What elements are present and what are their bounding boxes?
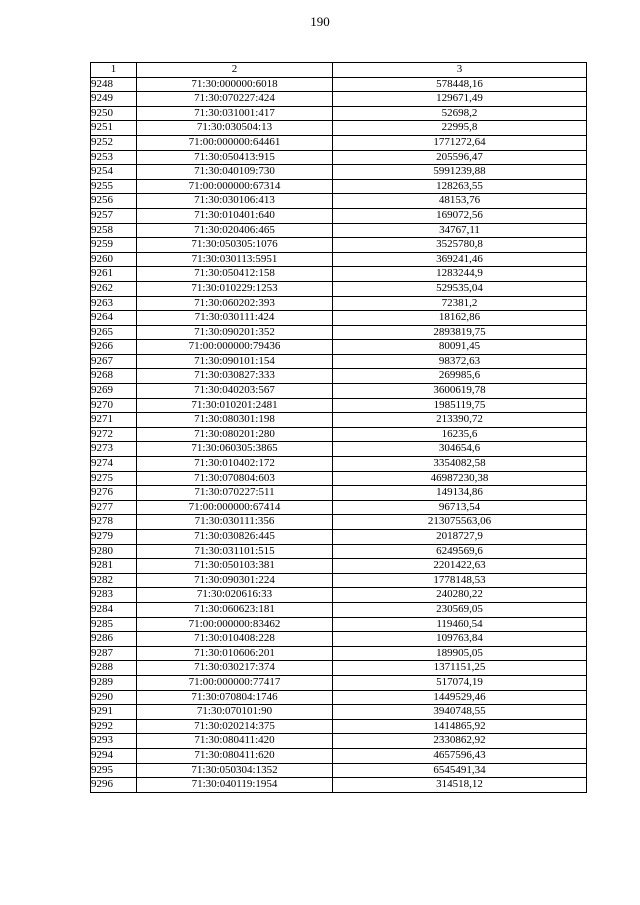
row-number-cell: 9283: [91, 588, 137, 603]
cadastral-number-cell: 71:30:030106:413: [137, 194, 333, 209]
cadastral-number-cell: 71:30:040109:730: [137, 165, 333, 180]
row-number-cell: 9296: [91, 778, 137, 793]
cadastral-value-cell: 98372,63: [333, 354, 587, 369]
cadastral-value-cell: 169072,56: [333, 208, 587, 223]
cadastral-value-cell: 189905,05: [333, 646, 587, 661]
table-row: [91, 238, 587, 253]
table-row: [91, 457, 587, 472]
row-number-cell: 9277: [91, 500, 137, 515]
cadastral-number-cell: 71:30:010606:201: [137, 646, 333, 661]
row-number-cell: 9249: [91, 92, 137, 107]
table-row: [91, 705, 587, 720]
row-number-cell: 9274: [91, 457, 137, 472]
cadastral-number-cell: 71:00:000000:79436: [137, 340, 333, 355]
table-row: [91, 632, 587, 647]
table-row: [91, 194, 587, 209]
cadastral-number-cell: 71:30:070101:90: [137, 705, 333, 720]
cadastral-value-cell: 3354082,58: [333, 457, 587, 472]
row-number-cell: 9280: [91, 544, 137, 559]
cadastral-number-cell: 71:30:080301:198: [137, 413, 333, 428]
row-number-cell: 9256: [91, 194, 137, 209]
table-header-row: [91, 63, 587, 78]
table-row: [91, 690, 587, 705]
cadastral-value-cell: 205596,47: [333, 150, 587, 165]
cadastral-value-table: [90, 62, 587, 793]
row-number-cell: 9259: [91, 238, 137, 253]
table-row: [91, 340, 587, 355]
cadastral-number-cell: 71:30:010402:172: [137, 457, 333, 472]
cadastral-number-cell: 71:30:030827:333: [137, 369, 333, 384]
cadastral-number-cell: 71:30:080411:420: [137, 734, 333, 749]
table-row: [91, 588, 587, 603]
cadastral-number-cell: 71:00:000000:77417: [137, 675, 333, 690]
cadastral-value-cell: 304654,6: [333, 442, 587, 457]
table-row: [91, 208, 587, 223]
row-number-cell: 9267: [91, 354, 137, 369]
table-row: [91, 442, 587, 457]
table-row: [91, 661, 587, 676]
cadastral-number-cell: 71:30:010229:1253: [137, 281, 333, 296]
row-number-cell: 9252: [91, 135, 137, 150]
cadastral-value-cell: 22995,8: [333, 121, 587, 136]
table-row: [91, 778, 587, 793]
table-row: [91, 92, 587, 107]
cadastral-value-cell: 3940748,55: [333, 705, 587, 720]
row-number-cell: 9266: [91, 340, 137, 355]
row-number-cell: 9262: [91, 281, 137, 296]
row-number-cell: 9265: [91, 325, 137, 340]
cadastral-number-cell: 71:30:050103:381: [137, 559, 333, 574]
row-number-cell: 9258: [91, 223, 137, 238]
cadastral-number-cell: 71:00:000000:83462: [137, 617, 333, 632]
table-row: [91, 500, 587, 515]
cadastral-number-cell: 71:30:031001:417: [137, 106, 333, 121]
table-row: [91, 617, 587, 632]
row-number-cell: 9279: [91, 530, 137, 545]
table-row: [91, 719, 587, 734]
cadastral-value-cell: 2201422,63: [333, 559, 587, 574]
cadastral-value-cell: 2893819,75: [333, 325, 587, 340]
row-number-cell: 9292: [91, 719, 137, 734]
cadastral-value-cell: 5991239,88: [333, 165, 587, 180]
row-number-cell: 9248: [91, 77, 137, 92]
cadastral-number-cell: 71:30:060202:393: [137, 296, 333, 311]
table-row: [91, 179, 587, 194]
row-number-cell: 9289: [91, 675, 137, 690]
cadastral-value-cell: 149134,86: [333, 486, 587, 501]
table-row: [91, 354, 587, 369]
row-number-cell: 9251: [91, 121, 137, 136]
row-number-cell: 9254: [91, 165, 137, 180]
column-header-1: 1: [91, 63, 137, 78]
cadastral-number-cell: 71:30:030504:13: [137, 121, 333, 136]
row-number-cell: 9284: [91, 602, 137, 617]
cadastral-value-cell: 3600619,78: [333, 384, 587, 399]
table-row: [91, 675, 587, 690]
row-number-cell: 9288: [91, 661, 137, 676]
row-number-cell: 9295: [91, 763, 137, 778]
table-row: [91, 530, 587, 545]
table-row: [91, 646, 587, 661]
table-row: [91, 515, 587, 530]
table-row: [91, 384, 587, 399]
cadastral-value-cell: 6249569,6: [333, 544, 587, 559]
cadastral-number-cell: 71:30:030111:356: [137, 515, 333, 530]
table-row: [91, 559, 587, 574]
cadastral-number-cell: 71:30:050412:158: [137, 267, 333, 282]
cadastral-value-cell: 1371151,25: [333, 661, 587, 676]
table-row: [91, 296, 587, 311]
row-number-cell: 9282: [91, 573, 137, 588]
column-header-2: 2: [137, 63, 333, 78]
row-number-cell: 9291: [91, 705, 137, 720]
cadastral-value-cell: 1771272,64: [333, 135, 587, 150]
cadastral-value-cell: 3525780,8: [333, 238, 587, 253]
row-number-cell: 9264: [91, 311, 137, 326]
cadastral-value-cell: 529535,04: [333, 281, 587, 296]
table-row: [91, 77, 587, 92]
cadastral-value-cell: 578448,16: [333, 77, 587, 92]
row-number-cell: 9255: [91, 179, 137, 194]
row-number-cell: 9294: [91, 748, 137, 763]
row-number-cell: 9275: [91, 471, 137, 486]
cadastral-value-cell: 4657596,43: [333, 748, 587, 763]
cadastral-value-cell: 72381,2: [333, 296, 587, 311]
cadastral-value-cell: 314518,12: [333, 778, 587, 793]
table-row: [91, 121, 587, 136]
table-row: [91, 486, 587, 501]
row-number-cell: 9278: [91, 515, 137, 530]
row-number-cell: 9281: [91, 559, 137, 574]
cadastral-number-cell: 71:30:010401:640: [137, 208, 333, 223]
table-row: [91, 544, 587, 559]
cadastral-value-cell: 119460,54: [333, 617, 587, 632]
cadastral-value-cell: 46987230,38: [333, 471, 587, 486]
column-header-3: 3: [333, 63, 587, 78]
cadastral-number-cell: 71:30:010408:228: [137, 632, 333, 647]
row-number-cell: 9270: [91, 398, 137, 413]
table-row: [91, 734, 587, 749]
table-row: [91, 748, 587, 763]
cadastral-value-cell: 213075563,06: [333, 515, 587, 530]
row-number-cell: 9269: [91, 384, 137, 399]
cadastral-number-cell: 71:30:040119:1954: [137, 778, 333, 793]
table-row: [91, 398, 587, 413]
row-number-cell: 9272: [91, 427, 137, 442]
cadastral-value-cell: 16235,6: [333, 427, 587, 442]
cadastral-number-cell: 71:30:000000:6018: [137, 77, 333, 92]
table-body: [91, 77, 587, 792]
cadastral-value-cell: 230569,05: [333, 602, 587, 617]
cadastral-value-cell: 80091,45: [333, 340, 587, 355]
cadastral-value-cell: 6545491,34: [333, 763, 587, 778]
table-row: [91, 573, 587, 588]
cadastral-number-cell: 71:30:030111:424: [137, 311, 333, 326]
table-row: [91, 281, 587, 296]
table-row: [91, 413, 587, 428]
row-number-cell: 9285: [91, 617, 137, 632]
cadastral-value-cell: 129671,49: [333, 92, 587, 107]
row-number-cell: 9273: [91, 442, 137, 457]
row-number-cell: 9260: [91, 252, 137, 267]
row-number-cell: 9261: [91, 267, 137, 282]
cadastral-number-cell: 71:30:090101:154: [137, 354, 333, 369]
table-row: [91, 369, 587, 384]
table-row: [91, 267, 587, 282]
cadastral-value-cell: 1778148,53: [333, 573, 587, 588]
row-number-cell: 9253: [91, 150, 137, 165]
cadastral-number-cell: 71:30:090301:224: [137, 573, 333, 588]
cadastral-value-cell: 18162,86: [333, 311, 587, 326]
cadastral-value-cell: 240280,22: [333, 588, 587, 603]
row-number-cell: 9263: [91, 296, 137, 311]
cadastral-value-cell: 269985,6: [333, 369, 587, 384]
cadastral-number-cell: 71:30:080201:280: [137, 427, 333, 442]
table-row: [91, 471, 587, 486]
cadastral-number-cell: 71:30:020214:375: [137, 719, 333, 734]
cadastral-value-cell: 52698,2: [333, 106, 587, 121]
table-row: [91, 325, 587, 340]
cadastral-number-cell: 71:30:080411:620: [137, 748, 333, 763]
cadastral-number-cell: 71:30:020406:465: [137, 223, 333, 238]
cadastral-number-cell: 71:30:070227:424: [137, 92, 333, 107]
cadastral-number-cell: 71:30:040203:567: [137, 384, 333, 399]
cadastral-value-cell: 213390,72: [333, 413, 587, 428]
cadastral-number-cell: 71:30:060623:181: [137, 602, 333, 617]
cadastral-number-cell: 71:30:020616:33: [137, 588, 333, 603]
cadastral-number-cell: 71:30:050304:1352: [137, 763, 333, 778]
row-number-cell: 9271: [91, 413, 137, 428]
table-row: [91, 311, 587, 326]
cadastral-number-cell: 71:00:000000:67314: [137, 179, 333, 194]
cadastral-value-cell: 2330862,92: [333, 734, 587, 749]
table-row: [91, 223, 587, 238]
row-number-cell: 9250: [91, 106, 137, 121]
row-number-cell: 9268: [91, 369, 137, 384]
cadastral-value-cell: 369241,46: [333, 252, 587, 267]
row-number-cell: 9290: [91, 690, 137, 705]
cadastral-value-cell: 96713,54: [333, 500, 587, 515]
cadastral-number-cell: 71:30:070227:511: [137, 486, 333, 501]
cadastral-value-cell: 48153,76: [333, 194, 587, 209]
cadastral-value-cell: 1449529,46: [333, 690, 587, 705]
cadastral-value-cell: 1985119,75: [333, 398, 587, 413]
table-row: [91, 252, 587, 267]
cadastral-number-cell: 71:30:031101:515: [137, 544, 333, 559]
table-row: [91, 150, 587, 165]
cadastral-number-cell: 71:30:030113:5951: [137, 252, 333, 267]
table-row: [91, 165, 587, 180]
cadastral-number-cell: 71:30:070804:603: [137, 471, 333, 486]
cadastral-number-cell: 71:00:000000:67414: [137, 500, 333, 515]
cadastral-number-cell: 71:00:000000:64461: [137, 135, 333, 150]
table-row: [91, 135, 587, 150]
table-row: [91, 763, 587, 778]
table-row: [91, 602, 587, 617]
cadastral-number-cell: 71:30:060305:3865: [137, 442, 333, 457]
table-row: [91, 106, 587, 121]
cadastral-value-cell: 128263,55: [333, 179, 587, 194]
cadastral-value-cell: 109763,84: [333, 632, 587, 647]
table-row: [91, 427, 587, 442]
cadastral-value-cell: 1414865,92: [333, 719, 587, 734]
cadastral-number-cell: 71:30:030217:374: [137, 661, 333, 676]
row-number-cell: 9276: [91, 486, 137, 501]
cadastral-number-cell: 71:30:050413:915: [137, 150, 333, 165]
row-number-cell: 9286: [91, 632, 137, 647]
cadastral-number-cell: 71:30:070804:1746: [137, 690, 333, 705]
row-number-cell: 9293: [91, 734, 137, 749]
row-number-cell: 9287: [91, 646, 137, 661]
page-number: 190: [310, 14, 330, 29]
cadastral-number-cell: 71:30:050305:1076: [137, 238, 333, 253]
cadastral-number-cell: 71:30:010201:2481: [137, 398, 333, 413]
cadastral-number-cell: 71:30:090201:352: [137, 325, 333, 340]
cadastral-value-cell: 1283244,9: [333, 267, 587, 282]
cadastral-value-cell: 34767,11: [333, 223, 587, 238]
cadastral-value-cell: 517074,19: [333, 675, 587, 690]
row-number-cell: 9257: [91, 208, 137, 223]
cadastral-number-cell: 71:30:030826:445: [137, 530, 333, 545]
cadastral-value-cell: 2018727,9: [333, 530, 587, 545]
